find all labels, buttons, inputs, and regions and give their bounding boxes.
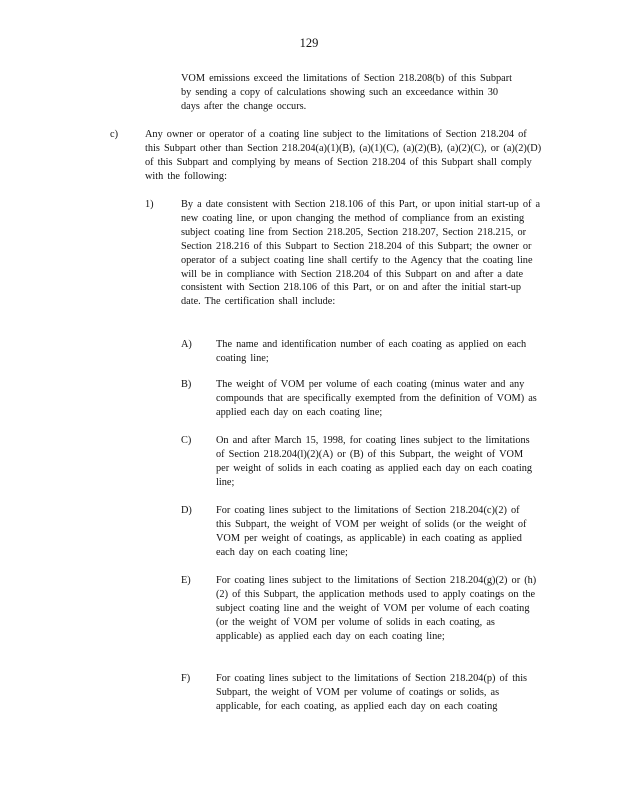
sub-item-a-text: The name and identification number of each coating as applied on each coating line;	[216, 339, 527, 364]
sub-item-c-text: On and after March 15, 1998, for coating lines subject to the limitations of Section 218.204(l)(2)(A) or (B) of this Subpart, the weight of VOM per weight of solids in each coating as applied each day on each coating line;	[216, 435, 532, 488]
sub-item-f-label: F)	[181, 673, 191, 684]
sub-item-d-label: D)	[181, 505, 192, 516]
continuation-paragraph: VOM emissions exceed the limitations of Section 218.208(b) of this Subpart by sending a copy of calculations showing such an exceedance within 30 days after the change occurs.	[181, 73, 513, 112]
sub-item-e-label: E)	[181, 575, 191, 586]
subsection-c-label: c)	[110, 129, 118, 140]
sub-item-c-label: C)	[181, 435, 192, 446]
sub-item-d-text: For coating lines subject to the limitations of Section 218.204(c)(2) of this Subpart, the weight of VOM per weight of solids (or the weight of VOM per weight of coatings, as applicable) in each coating as applied each day on each coating line;	[216, 505, 527, 558]
sub-item-b-text: The weight of VOM per volume of each coating (minus water and any compounds that are specifically exempted from the definition of VOM) as applied each day on each coating line;	[216, 379, 537, 418]
sub-item-e-text: For coating lines subject to the limitations of Section 218.204(g)(2) or (h)(2) of this Subpart, the application methods used to apply coatings on the subject coating line and the weight of VOM per volume of each coating (or the weight of VOM per volume of solids in each coating, as applicable) as applied each day on each coating line;	[216, 575, 537, 642]
sub-item-a-label: A)	[181, 339, 192, 350]
sub-item-b-label: B)	[181, 379, 192, 390]
item-1-label: 1)	[145, 199, 154, 210]
subsection-c-text: Any owner or operator of a coating line subject to the limitations of Section 218.204 of this Subpart other than Section 218.204(a)(1)(B), (a)(1)(C), (a)(2)(B), (a)(2)(C), or (a)(2)(D) of this Subpart and complying by means of Section 218.204 of this Subpart shall comply with the following:	[145, 129, 542, 182]
page-number: 129	[299, 36, 319, 50]
item-1-text: By a date consistent with Section 218.106 of this Part, or upon initial start-up of a new coating line, or upon changing the method of compliance from an existing subject coating line from Section 218.205, Section 218.207, Section 218.215, or Section 218.216 of this Subpart to Section 218.204 of this Subpart; the owner or operator of a subject coating line shall certify to the Agency that the coating line will be in compliance with Section 218.204 of this Subpart on and after a date consistent with Section 218.106 of this Part, or on and after the initial start-up date. The certification shall include:	[181, 199, 541, 308]
sub-item-f-text: For coating lines subject to the limitations of Section 218.204(p) of this Subpart, the weight of VOM per volume of coatings or solids, as applicable, for each coating, as applied each day on each coating	[216, 673, 528, 712]
